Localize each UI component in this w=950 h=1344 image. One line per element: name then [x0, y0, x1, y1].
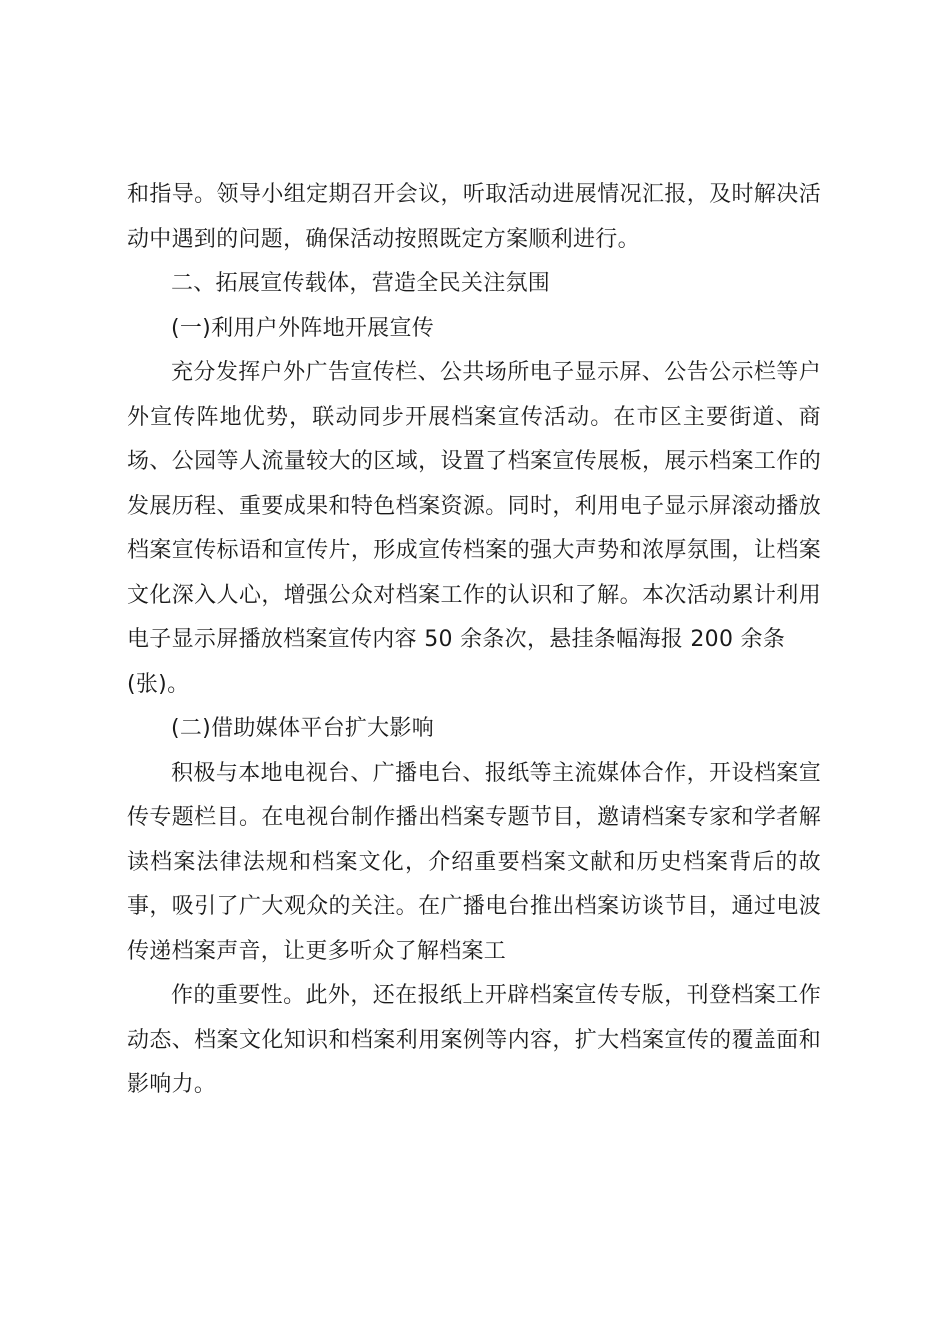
body-text-line: 电子显示屏播放档案宣传内容 50 余条次，悬挂条幅海报 200 余条 [127, 627, 786, 652]
body-text-line: 充分发挥户外广告宣传栏、公共场所电子显示屏、公告公示栏等户 [171, 360, 821, 385]
body-text-line: 动态、档案文化知识和档案利用案例等内容，扩大档案宣传的覆盖面和 [127, 1027, 821, 1053]
body-text-line: 传递档案声音，让更多听众了解档案工 [127, 938, 507, 964]
body-text-line: 场、公园等人流量较大的区域，设置了档案宣传展板，展示档案工作的 [127, 449, 821, 474]
body-text-line: 读档案法律法规和档案文化，介绍重要档案文献和历史档案背后的故 [127, 849, 821, 875]
subsection-heading: (一)利用户外阵地开展宣传 [171, 315, 435, 341]
body-text-line: 事，吸引了广大观众的关注。在广播电台推出档案访谈节目，通过电波 [127, 894, 821, 919]
section-heading: 二、拓展宣传载体，营造全民关注氛围 [171, 271, 551, 296]
body-text-line: 档案宣传标语和宣传片，形成宣传档案的强大声势和浓厚氛围，让档案 [127, 538, 821, 563]
body-text-line: 和指导。领导小组定期召开会议，听取活动进展情况汇报，及时解决活 [127, 182, 821, 207]
body-text-line: 积极与本地电视台、广播电台、报纸等主流媒体合作，开设档案宣 [171, 760, 821, 786]
body-text-line: 发展历程、重要成果和特色档案资源。同时，利用电子显示屏滚动播放 [127, 493, 821, 519]
body-text-line: 文化深入人心，增强公众对档案工作的认识和了解。本次活动累计利用 [127, 582, 821, 608]
body-text-line: 传专题栏目。在电视台制作播出档案专题节目，邀请档案专家和学者解 [127, 805, 821, 830]
body-text-line: (张)。 [127, 671, 190, 697]
body-text-line: 外宣传阵地优势，联动同步开展档案宣传活动。在市区主要街道、商 [127, 404, 821, 430]
body-text-line: 影响力。 [127, 1072, 217, 1097]
subsection-heading: (二)借助媒体平台扩大影响 [171, 716, 435, 741]
body-text-line: 动中遇到的问题，确保活动按照既定方案顺利进行。 [127, 226, 640, 252]
body-text-line: 作的重要性。此外，还在报纸上开辟档案宣传专版，刊登档案工作 [171, 983, 821, 1008]
document-body [127, 173, 827, 1108]
